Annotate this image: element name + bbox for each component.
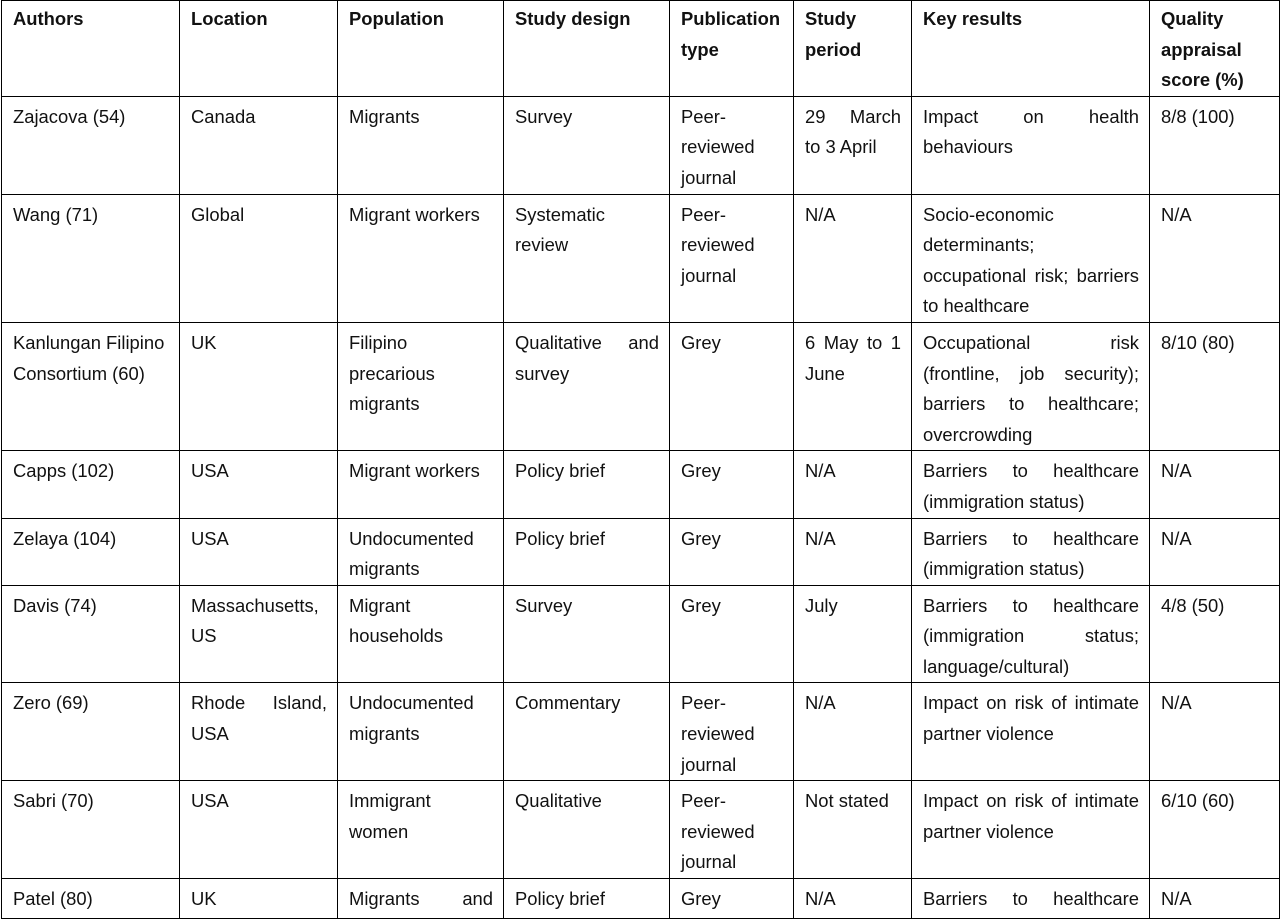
cell-study-period: July xyxy=(794,585,912,683)
cell-publication-type: Grey xyxy=(670,585,794,683)
cell-key-results: Barriers to healthcare (immigration status; language/cultural) xyxy=(912,585,1150,683)
cell-study-design: Qualitative xyxy=(504,781,670,879)
header-quality-score: Quality appraisal score (%) xyxy=(1150,1,1280,97)
cell-population: Undocumented migrants xyxy=(338,518,504,585)
cell-quality-score: 8/10 (80) xyxy=(1150,322,1280,450)
cell-key-results: Barriers to healthcare (immigration status) xyxy=(912,518,1150,585)
cell-study-design: Qualitative and survey xyxy=(504,322,670,450)
cell-key-results: Impact on risk of intimate partner violence xyxy=(912,781,1150,879)
cell-study-design: Policy brief xyxy=(504,879,670,919)
cell-study-period: N/A xyxy=(794,451,912,518)
cell-population: Filipino precarious migrants xyxy=(338,322,504,450)
cell-quality-score: N/A xyxy=(1150,683,1280,781)
cell-location: USA xyxy=(180,518,338,585)
cell-study-design: Survey xyxy=(504,96,670,194)
cell-quality-score: 4/8 (50) xyxy=(1150,585,1280,683)
cell-key-results: Barriers to healthcare xyxy=(912,879,1150,919)
studies-table xyxy=(1,0,1280,919)
cell-publication-type: Grey xyxy=(670,322,794,450)
cell-study-period: 6 May to 1 June xyxy=(794,322,912,450)
cell-location: UK xyxy=(180,879,338,919)
cell-publication-type: Peer-reviewed journal xyxy=(670,194,794,322)
cell-authors: Davis (74) xyxy=(2,585,180,683)
cell-quality-score: 6/10 (60) xyxy=(1150,781,1280,879)
cell-population: Migrant workers xyxy=(338,451,504,518)
cell-population: Migrant workers xyxy=(338,194,504,322)
header-publication-type: Publication type xyxy=(670,1,794,97)
cell-study-design: Policy brief xyxy=(504,518,670,585)
cell-location: Rhode Island, USA xyxy=(180,683,338,781)
table-row xyxy=(2,194,1280,322)
cell-key-results: Impact on health behaviours xyxy=(912,96,1150,194)
header-population: Population xyxy=(338,1,504,97)
cell-authors: Wang (71) xyxy=(2,194,180,322)
table-row xyxy=(2,781,1280,879)
cell-publication-type: Grey xyxy=(670,879,794,919)
cell-study-period: N/A xyxy=(794,879,912,919)
cell-study-design: Commentary xyxy=(504,683,670,781)
cell-key-results: Occupational risk (frontline, job security); barriers to healthcare; overcrowding xyxy=(912,322,1150,450)
table-row xyxy=(2,879,1280,919)
table-row xyxy=(2,451,1280,518)
cell-population: Migrants and xyxy=(338,879,504,919)
cell-study-period: Not stated xyxy=(794,781,912,879)
cell-authors: Patel (80) xyxy=(2,879,180,919)
table-row xyxy=(2,683,1280,781)
header-study-design: Study design xyxy=(504,1,670,97)
cell-study-design: Policy brief xyxy=(504,451,670,518)
cell-authors: Kanlungan Filipino Consortium (60) xyxy=(2,322,180,450)
cell-publication-type: Peer-reviewed journal xyxy=(670,683,794,781)
cell-quality-score: N/A xyxy=(1150,451,1280,518)
cell-study-period: N/A xyxy=(794,518,912,585)
cell-key-results: Barriers to healthcare (immigration status) xyxy=(912,451,1150,518)
header-key-results: Key results xyxy=(912,1,1150,97)
cell-quality-score: N/A xyxy=(1150,879,1280,919)
cell-key-results: Socio-economic determinants; occupational risk; barriers to healthcare xyxy=(912,194,1150,322)
cell-publication-type: Grey xyxy=(670,518,794,585)
cell-study-period: 29 March to 3 April xyxy=(794,96,912,194)
cell-key-results: Impact on risk of intimate partner violence xyxy=(912,683,1150,781)
table-row xyxy=(2,96,1280,194)
table-row xyxy=(2,518,1280,585)
cell-authors: Zelaya (104) xyxy=(2,518,180,585)
cell-publication-type: Peer-reviewed journal xyxy=(670,781,794,879)
cell-authors: Capps (102) xyxy=(2,451,180,518)
cell-quality-score: N/A xyxy=(1150,194,1280,322)
header-study-period: Study period xyxy=(794,1,912,97)
cell-publication-type: Peer-reviewed journal xyxy=(670,96,794,194)
table-row xyxy=(2,322,1280,450)
cell-study-design: Systematic review xyxy=(504,194,670,322)
cell-location: USA xyxy=(180,451,338,518)
cell-study-period: N/A xyxy=(794,683,912,781)
cell-publication-type: Grey xyxy=(670,451,794,518)
cell-location: USA xyxy=(180,781,338,879)
cell-authors: Zajacova (54) xyxy=(2,96,180,194)
table-row xyxy=(2,585,1280,683)
header-row xyxy=(2,1,1280,97)
header-authors: Authors xyxy=(2,1,180,97)
cell-population: Migrants xyxy=(338,96,504,194)
cell-study-period: N/A xyxy=(794,194,912,322)
cell-location: UK xyxy=(180,322,338,450)
cell-population: Immigrant women xyxy=(338,781,504,879)
cell-location: Global xyxy=(180,194,338,322)
cell-population: Migrant households xyxy=(338,585,504,683)
header-location: Location xyxy=(180,1,338,97)
cell-quality-score: 8/8 (100) xyxy=(1150,96,1280,194)
cell-study-design: Survey xyxy=(504,585,670,683)
cell-location: Massachusetts, US xyxy=(180,585,338,683)
cell-population: Undocumented migrants xyxy=(338,683,504,781)
cell-location: Canada xyxy=(180,96,338,194)
cell-authors: Sabri (70) xyxy=(2,781,180,879)
cell-authors: Zero (69) xyxy=(2,683,180,781)
cell-quality-score: N/A xyxy=(1150,518,1280,585)
